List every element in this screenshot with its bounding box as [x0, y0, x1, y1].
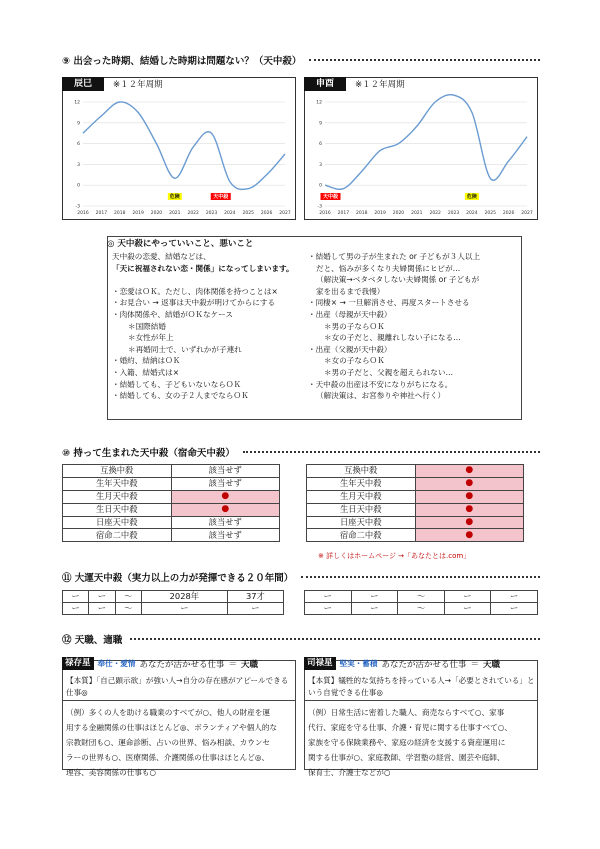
daiun-cell: ー — [444, 591, 491, 603]
daiun-cell: 〜 — [115, 591, 141, 603]
advice-line: だと、悩みが多くなり夫婦関係にヒビが… — [316, 263, 461, 273]
advice-line: ＊女の子だと、親離れしない子になる… — [324, 333, 461, 343]
chart-note: ※１２年周期 — [355, 80, 405, 90]
job-value: 天職 — [483, 659, 501, 670]
divider — [63, 700, 295, 701]
advice-line: ＊女の子ならＯＫ — [324, 356, 385, 366]
fate-table-right — [306, 464, 524, 542]
daiun-cell: 37才 — [227, 591, 283, 603]
y-tick-label: 0 — [319, 183, 322, 189]
section-9-heading — [62, 53, 540, 67]
job-example-line: 用する金融関係の仕事はほとんど◎、ボランティアや個人的な — [66, 723, 278, 732]
y-tick-label: -3 — [317, 204, 322, 210]
daiun-cell: ー — [227, 603, 283, 615]
advice-line: （解決策→ベタベタしない夫婦関係 or 子どもが — [316, 275, 480, 285]
advice-line: ＊国際結婚 — [128, 321, 166, 331]
x-tick-label: 2026 — [502, 211, 515, 216]
y-tick-label: 0 — [77, 183, 80, 189]
sachu-name: 生年天中殺 — [63, 477, 172, 490]
sachu-value: 該当せず — [171, 529, 280, 542]
job-example-line: 理容、美容関係の仕事も○ — [66, 768, 157, 777]
hit-mark: ● — [415, 490, 524, 503]
table-row — [63, 591, 284, 603]
daiun-cell: ー — [444, 603, 491, 615]
chart-tag: 辰巳 — [62, 77, 104, 91]
x-tick-label: 2020 — [392, 211, 405, 216]
daiun-cell: ー — [491, 591, 538, 603]
table-row — [63, 529, 280, 542]
chart-note: ※１２年周期 — [113, 80, 163, 90]
daiun-cell: 〜 — [398, 591, 445, 603]
hit-mark: ● — [415, 477, 524, 490]
sachu-name: 生日天中殺 — [307, 503, 416, 516]
table-row — [307, 477, 524, 490]
table-row — [63, 477, 280, 490]
sachu-name: 互換中殺 — [307, 465, 416, 478]
advice-line: ・肉体関係や、結婚がＯＫなケース — [112, 309, 233, 319]
table-row — [307, 529, 524, 542]
x-tick-label: 2024 — [466, 211, 478, 216]
sachu-name: 宿命二中殺 — [307, 529, 416, 542]
advice-line: ・結婚しても、女の子２人までならＯＫ — [112, 391, 249, 401]
homepage-note: ※ 詳しくはホームページ →「あなたとは.com」 — [318, 552, 471, 560]
advice-line: ・出産（母親が天中殺） — [308, 309, 392, 319]
table-row — [307, 516, 524, 529]
star-name: 司禄星 — [304, 657, 336, 670]
x-tick-label: 2027 — [521, 211, 533, 216]
annotation-label: 危険 — [169, 194, 180, 200]
table-row — [307, 503, 524, 516]
advice-line: ＊女性が年上 — [128, 333, 174, 343]
y-tick-label: 12 — [316, 100, 322, 106]
x-tick-label: 2020 — [150, 211, 163, 216]
dotted-rule — [243, 451, 540, 453]
x-tick-label: 2021 — [169, 211, 181, 216]
star-keywords: 奉仕・愛情 — [97, 659, 136, 668]
advice-line: ・入籍、結婚式は× — [112, 367, 180, 377]
sachu-name: 生日天中殺 — [63, 503, 172, 516]
hit-mark: ● — [415, 529, 524, 542]
job-example-line: （例）多くの人を助ける職業のすべてが○、他人の財産を運 — [66, 708, 270, 717]
sachu-value: 該当せず — [171, 465, 280, 478]
star-name: 禄存星 — [62, 657, 94, 670]
y-tick-label: 3 — [77, 162, 80, 168]
advice-line: ・結婚しても、子どもいないならＯＫ — [112, 379, 242, 389]
daiun-cell: ー — [89, 603, 115, 615]
fortune-chart-left — [62, 77, 296, 220]
x-tick-label: 2017 — [337, 211, 350, 216]
dotted-rule — [130, 638, 540, 640]
fortune-chart-right — [304, 77, 538, 220]
section-12-heading — [62, 632, 540, 646]
table-row — [63, 503, 280, 516]
annotation-label: 危険 — [466, 194, 477, 200]
x-tick-label: 2016 — [77, 211, 89, 216]
job-example-line: 代行、家庭を守る仕事、介護・育児に関する仕事すべて○、 — [308, 723, 512, 732]
series-line — [325, 95, 527, 190]
y-tick-label: 12 — [74, 100, 80, 106]
hit-mark: ● — [171, 503, 280, 516]
advice-line: ＊男の子だと、父親を超えられない… — [324, 367, 454, 377]
job-box-right — [304, 660, 538, 777]
tenchusatsu-advice-box — [107, 236, 522, 420]
job-header-left — [62, 657, 258, 670]
section-9-title: ⑨ 出会った時期、結婚した時期は問題ない？（天中殺） — [62, 56, 302, 67]
sachu-name: 生月天中殺 — [307, 490, 416, 503]
series-line — [83, 102, 285, 189]
daiun-cell: ー — [89, 591, 115, 603]
y-tick-label: 9 — [77, 121, 80, 127]
job-label: あなたが活かせる仕事 — [381, 659, 467, 670]
hit-mark: ● — [415, 465, 524, 478]
advice-right-column — [308, 251, 521, 402]
section-12-title: ⑫ 天職、適職 — [62, 635, 123, 646]
x-tick-label: 2024 — [224, 211, 236, 216]
advice-line: ・同棲× → 一旦解消させ、再度スタートさせる — [308, 298, 470, 308]
advice-line: ・出産（父親が天中殺） — [308, 344, 392, 354]
hit-mark: ● — [415, 503, 524, 516]
job-example-line: 保育士、介護士などが○ — [308, 768, 391, 777]
x-tick-label: 2027 — [279, 211, 291, 216]
section-10-title: ⑩ 持って生まれた天中殺（宿命天中殺） — [62, 448, 235, 459]
advice-title: ◎ 天中殺にやっていいこと、悪いこと — [107, 239, 254, 249]
job-example-line: ラーの世界も○、医療関係、介護関係の仕事はほとんど◎、 — [66, 753, 270, 762]
star-keywords: 堅実・蓄積 — [339, 659, 378, 668]
advice-line: ・婚約、結納はＯＫ — [112, 356, 181, 366]
daiun-table-right — [304, 590, 538, 615]
daiun-cell: 〜 — [115, 603, 141, 615]
sachu-value: 該当せず — [171, 477, 280, 490]
y-tick-label: -3 — [75, 204, 80, 210]
x-tick-label: 2017 — [95, 211, 108, 216]
daiun-cell: ー — [141, 603, 227, 615]
sachu-value: 該当せず — [171, 516, 280, 529]
fate-table-left — [62, 464, 280, 542]
job-box-left — [62, 660, 296, 777]
x-tick-label: 2019 — [374, 211, 386, 216]
table-row — [307, 465, 524, 478]
job-essence: 【本質】犠牲的な気持ちを持っている人→「必要とされている」という自覚できる仕事◎ — [308, 676, 535, 697]
dotted-rule — [301, 576, 540, 578]
advice-line: ・恋愛はＯＫ。ただし、肉体関係を持つことは× — [112, 286, 278, 296]
x-tick-label: 2019 — [132, 211, 144, 216]
job-examples — [66, 705, 296, 780]
x-tick-label: 2023 — [205, 211, 218, 216]
x-tick-label: 2026 — [260, 211, 273, 216]
job-examples — [308, 705, 538, 780]
section-11-title: ⑪ 大運天中殺（実力以上の力が発揮できる２０年間） — [62, 573, 294, 584]
table-row — [63, 490, 280, 503]
x-tick-label: 2021 — [411, 211, 423, 216]
advice-line: ＊再婚同士で、いずれかが子連れ — [128, 344, 242, 354]
x-tick-label: 2023 — [447, 211, 460, 216]
y-tick-label: 3 — [319, 162, 322, 168]
dotted-rule — [309, 59, 540, 61]
sachu-name: 宿命二中殺 — [63, 529, 172, 542]
x-tick-label: 2022 — [429, 211, 441, 216]
daiun-table-left — [62, 590, 284, 615]
divider — [305, 700, 537, 701]
job-header-right — [304, 657, 500, 670]
advice-line — [112, 274, 307, 286]
sachu-name: 生月天中殺 — [63, 490, 172, 503]
job-example-line: （例）日常生活に密着した職人、商売ならすべて○、家事 — [308, 708, 505, 717]
daiun-cell: ー — [351, 591, 398, 603]
daiun-cell: ー — [351, 603, 398, 615]
y-tick-label: 6 — [319, 142, 322, 148]
x-tick-label: 2025 — [242, 211, 254, 216]
annotation-label: 天中殺 — [213, 194, 229, 200]
hit-mark: ● — [171, 490, 280, 503]
advice-line: 家を出るまで我慢） — [316, 286, 385, 296]
job-example-line: 関する仕事が○、家庭教師、学習塾の経営、園芸や庭師、 — [308, 753, 505, 762]
sachu-name: 日座天中殺 — [307, 516, 416, 529]
daiun-cell: 2028年 — [141, 591, 227, 603]
advice-left-column — [112, 251, 307, 402]
x-tick-label: 2016 — [319, 211, 331, 216]
daiun-cell: ー — [491, 603, 538, 615]
x-tick-label: 2025 — [484, 211, 496, 216]
line-chart — [63, 94, 295, 220]
hit-mark: ● — [415, 516, 524, 529]
annotation-label: 天中殺 — [323, 194, 339, 200]
advice-line: ・天中殺の出産は不安になりがちになる。 — [308, 379, 453, 389]
advice-line: （解決策は、お宮参りや神社へ行く） — [316, 391, 446, 401]
table-row — [63, 465, 280, 478]
advice-line: ＊男の子ならＯＫ — [324, 321, 385, 331]
advice-line: ・結婚して男の子が生まれた or 子どもが３人以上 — [308, 252, 481, 261]
job-example-line: 家族を守る保険業務や、家庭の経済を支援する資産運用に — [308, 738, 506, 747]
advice-line: 天中殺の恋愛、結婚などは、 — [112, 252, 211, 261]
daiun-cell: ー — [63, 591, 89, 603]
table-row — [305, 603, 538, 615]
table-row — [63, 516, 280, 529]
sachu-name: 生年天中殺 — [307, 477, 416, 490]
equals-sign: ＝ — [228, 659, 238, 670]
y-tick-label: 9 — [319, 121, 322, 127]
sachu-name: 互換中殺 — [63, 465, 172, 478]
y-tick-label: 6 — [77, 142, 80, 148]
advice-line: 「天に祝福されない恋・関係」になってしまいます。 — [112, 263, 294, 273]
equals-sign: ＝ — [470, 659, 480, 670]
daiun-cell: 〜 — [398, 603, 445, 615]
job-example-line: 宗教財団も○、運命診断、占いの世界、悩み相談、カウンセ — [66, 738, 271, 747]
x-tick-label: 2022 — [187, 211, 199, 216]
daiun-cell: ー — [63, 603, 89, 615]
chart-tag: 申酉 — [304, 77, 346, 91]
daiun-cell: ー — [305, 603, 352, 615]
section-10-heading — [62, 445, 540, 459]
line-chart — [305, 94, 537, 220]
table-row — [63, 603, 284, 615]
job-value: 天職 — [241, 659, 259, 670]
x-tick-label: 2018 — [114, 211, 126, 216]
job-label: あなたが活かせる仕事 — [139, 659, 225, 670]
sachu-name: 日座天中殺 — [63, 516, 172, 529]
table-row — [307, 490, 524, 503]
x-tick-label: 2018 — [356, 211, 368, 216]
advice-line: ・お見合い → 返事は天中殺が明けてからにする — [112, 298, 276, 308]
daiun-cell: ー — [305, 591, 352, 603]
job-essence: 【本質】「自己顕示欲」が強い人→自分の存在感がアピールできる仕事◎ — [66, 676, 289, 697]
table-row — [305, 591, 538, 603]
section-11-heading — [62, 570, 540, 584]
